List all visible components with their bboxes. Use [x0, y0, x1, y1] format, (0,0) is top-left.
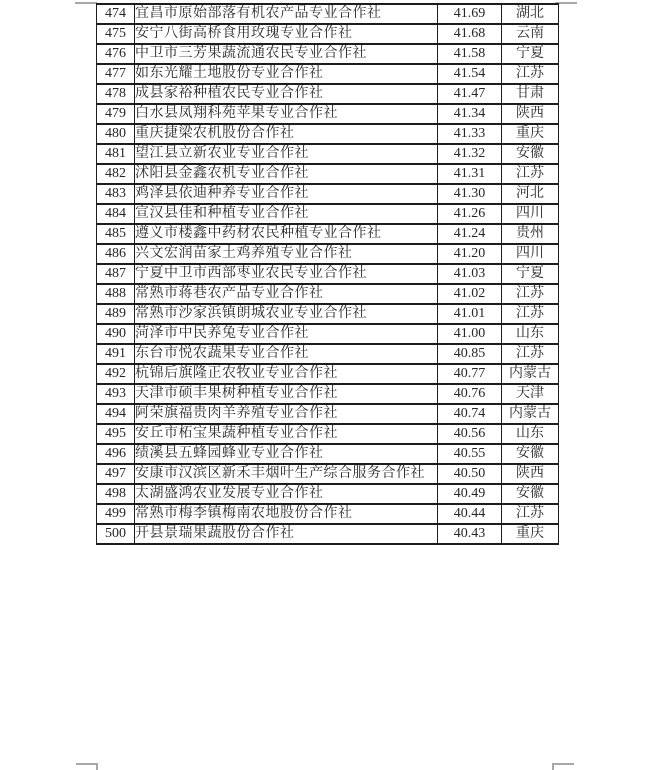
table-row [97, 524, 559, 544]
score-cell: 41.00 [438, 324, 502, 344]
rank-cell: 483 [97, 184, 135, 204]
score-cell: 41.26 [438, 204, 502, 224]
name-cell: 绩溪县五蜂园蜂业专业合作社 [135, 444, 438, 464]
score-cell: 40.55 [438, 444, 502, 464]
score-cell: 41.68 [438, 24, 502, 44]
name-cell: 宣汉县佳和种植专业合作社 [135, 204, 438, 224]
name-cell: 安宁八街高桥食用玫瑰专业合作社 [135, 24, 438, 44]
province-cell: 天津 [502, 384, 559, 404]
score-cell: 40.44 [438, 504, 502, 524]
province-cell: 江苏 [502, 284, 559, 304]
province-cell: 山东 [502, 324, 559, 344]
name-cell: 开县景瑞果蔬股份合作社 [135, 524, 438, 544]
rank-cell: 494 [97, 404, 135, 424]
crop-mark-top-left [75, 2, 97, 4]
rank-cell: 493 [97, 384, 135, 404]
table-row [97, 84, 559, 104]
table-row [97, 504, 559, 524]
province-cell: 江苏 [502, 304, 559, 324]
table-row [97, 204, 559, 224]
rank-cell: 498 [97, 484, 135, 504]
score-cell: 41.02 [438, 284, 502, 304]
province-cell: 四川 [502, 204, 559, 224]
rank-cell: 482 [97, 164, 135, 184]
table-row [97, 144, 559, 164]
rank-cell: 480 [97, 124, 135, 144]
rank-cell: 496 [97, 444, 135, 464]
rank-cell: 495 [97, 424, 135, 444]
rank-cell: 492 [97, 364, 135, 384]
province-cell: 宁夏 [502, 264, 559, 284]
score-cell: 41.47 [438, 84, 502, 104]
province-cell: 山东 [502, 424, 559, 444]
name-cell: 常熟市沙家浜镇朗城农业专业合作社 [135, 304, 438, 324]
table-row [97, 44, 559, 64]
rank-cell: 485 [97, 224, 135, 244]
table-row [97, 404, 559, 424]
rank-cell: 491 [97, 344, 135, 364]
province-cell: 内蒙古 [502, 364, 559, 384]
crop-mark-bottom-left [76, 763, 98, 770]
table-row [97, 224, 559, 244]
rank-cell: 474 [97, 4, 135, 24]
rank-cell: 479 [97, 104, 135, 124]
table-row [97, 104, 559, 124]
province-cell: 宁夏 [502, 44, 559, 64]
score-cell: 41.31 [438, 164, 502, 184]
province-cell: 陕西 [502, 104, 559, 124]
province-cell: 江苏 [502, 164, 559, 184]
province-cell: 湖北 [502, 4, 559, 24]
name-cell: 中卫市三芳果蔬流通农民专业合作社 [135, 44, 438, 64]
name-cell: 成县家裕种植农民专业合作社 [135, 84, 438, 104]
province-cell: 重庆 [502, 524, 559, 544]
table-row [97, 324, 559, 344]
score-cell: 41.24 [438, 224, 502, 244]
cooperative-ranking-table [96, 3, 559, 545]
name-cell: 天津市硕丰果树种植专业合作社 [135, 384, 438, 404]
table-row [97, 284, 559, 304]
province-cell: 江苏 [502, 64, 559, 84]
score-cell: 41.33 [438, 124, 502, 144]
score-cell: 40.76 [438, 384, 502, 404]
province-cell: 江苏 [502, 344, 559, 364]
table-row [97, 24, 559, 44]
table-row [97, 4, 559, 24]
rank-cell: 486 [97, 244, 135, 264]
rank-cell: 500 [97, 524, 135, 544]
name-cell: 太湖盛鸿农业发展专业合作社 [135, 484, 438, 504]
score-cell: 40.50 [438, 464, 502, 484]
name-cell: 安康市汉滨区新禾丰烟叶生产综合服务合作社 [135, 464, 438, 484]
name-cell: 兴文宏润苗家土鸡养殖专业合作社 [135, 244, 438, 264]
score-cell: 40.56 [438, 424, 502, 444]
score-cell: 41.69 [438, 4, 502, 24]
score-cell: 41.20 [438, 244, 502, 264]
score-cell: 41.30 [438, 184, 502, 204]
name-cell: 遵义市楼鑫中药材农民种植专业合作社 [135, 224, 438, 244]
province-cell: 贵州 [502, 224, 559, 244]
province-cell: 四川 [502, 244, 559, 264]
rank-cell: 484 [97, 204, 135, 224]
score-cell: 40.49 [438, 484, 502, 504]
name-cell: 望江县立新农业专业合作社 [135, 144, 438, 164]
rank-cell: 490 [97, 324, 135, 344]
rank-cell: 481 [97, 144, 135, 164]
crop-mark-bottom-right [552, 763, 574, 770]
province-cell: 安徽 [502, 144, 559, 164]
table-row [97, 244, 559, 264]
province-cell: 云南 [502, 24, 559, 44]
name-cell: 如东光耀土地股份专业合作社 [135, 64, 438, 84]
name-cell: 鸡泽县依迪种养专业合作社 [135, 184, 438, 204]
name-cell: 沭阳县金鑫农机专业合作社 [135, 164, 438, 184]
name-cell: 重庆捷梁农机股份合作社 [135, 124, 438, 144]
rank-cell: 476 [97, 44, 135, 64]
name-cell: 常熟市梅李镇梅南农地股份合作社 [135, 504, 438, 524]
table-row [97, 484, 559, 504]
table-row [97, 184, 559, 204]
province-cell: 重庆 [502, 124, 559, 144]
rank-cell: 489 [97, 304, 135, 324]
table-row [97, 424, 559, 444]
table-row [97, 304, 559, 324]
rank-cell: 499 [97, 504, 135, 524]
province-cell: 安徽 [502, 484, 559, 504]
rank-cell: 497 [97, 464, 135, 484]
rank-cell: 478 [97, 84, 135, 104]
province-cell: 江苏 [502, 504, 559, 524]
score-cell: 41.32 [438, 144, 502, 164]
rank-cell: 488 [97, 284, 135, 304]
rank-cell: 487 [97, 264, 135, 284]
table-row [97, 124, 559, 144]
score-cell: 41.34 [438, 104, 502, 124]
table-row [97, 64, 559, 84]
province-cell: 内蒙古 [502, 404, 559, 424]
score-cell: 41.03 [438, 264, 502, 284]
table-row [97, 164, 559, 184]
table-row [97, 464, 559, 484]
score-cell: 41.58 [438, 44, 502, 64]
name-cell: 菏泽市中民养兔专业合作社 [135, 324, 438, 344]
score-cell: 40.74 [438, 404, 502, 424]
score-cell: 40.43 [438, 524, 502, 544]
score-cell: 40.77 [438, 364, 502, 384]
table-row [97, 344, 559, 364]
name-cell: 宜昌市原始部落有机农产品专业合作社 [135, 4, 438, 24]
province-cell: 甘肃 [502, 84, 559, 104]
province-cell: 河北 [502, 184, 559, 204]
name-cell: 宁夏中卫市西部枣业农民专业合作社 [135, 264, 438, 284]
province-cell: 陕西 [502, 464, 559, 484]
ranking-table-body [97, 4, 559, 544]
name-cell: 杭锦后旗隆正农牧业专业合作社 [135, 364, 438, 384]
name-cell: 安丘市柘宝果蔬种植专业合作社 [135, 424, 438, 444]
name-cell: 常熟市蒋巷农产品专业合作社 [135, 284, 438, 304]
table-row [97, 384, 559, 404]
score-cell: 40.85 [438, 344, 502, 364]
rank-cell: 475 [97, 24, 135, 44]
table-row [97, 444, 559, 464]
score-cell: 41.54 [438, 64, 502, 84]
score-cell: 41.01 [438, 304, 502, 324]
name-cell: 阿荣旗福贵肉羊养殖专业合作社 [135, 404, 438, 424]
province-cell: 安徽 [502, 444, 559, 464]
rank-cell: 477 [97, 64, 135, 84]
name-cell: 白水县凤翔科苑苹果专业合作社 [135, 104, 438, 124]
name-cell: 东台市悦农蔬果专业合作社 [135, 344, 438, 364]
table-row [97, 364, 559, 384]
table-row [97, 264, 559, 284]
